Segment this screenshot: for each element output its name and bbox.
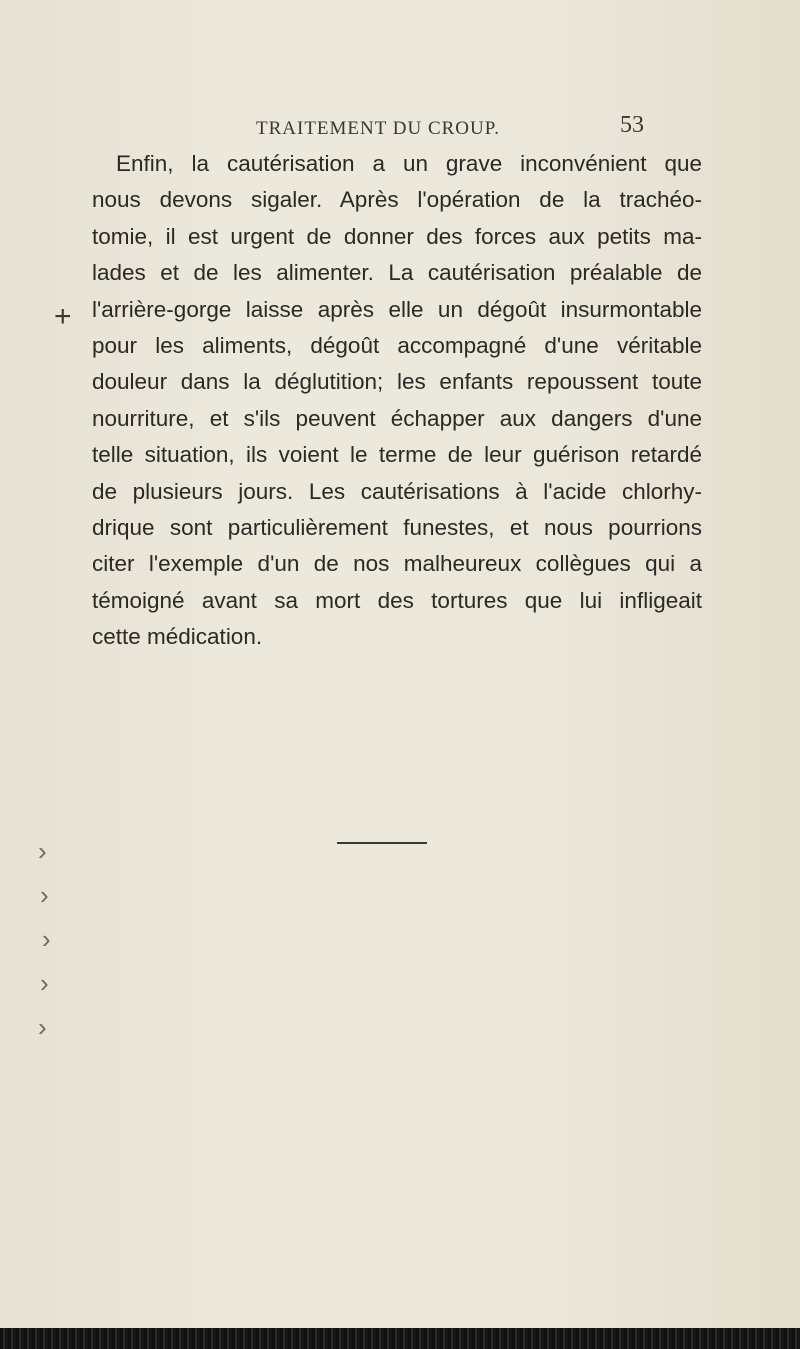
text-line: drique sont particulièrement funestes, et nous pourrions <box>92 515 702 541</box>
pencil-mark: › <box>42 924 51 954</box>
paragraph <box>92 146 702 656</box>
margin-cross-mark: + <box>54 300 72 333</box>
text-line: Enfin, la cautérisation a un grave inconvénient que <box>116 151 702 176</box>
text-line: l'arrière-gorge laisse après elle un dégoût insurmontable <box>92 296 702 322</box>
pencil-mark: › <box>38 836 47 866</box>
text-line: pour les aliments, dégoût accompagné d'une véritable <box>92 333 702 359</box>
text-line: telle situation, ils voient le terme de leur guérison retardé <box>92 442 702 468</box>
section-rule <box>337 842 427 844</box>
text-line: de plusieurs jours. Les cautérisations à l'acide chlorhy- <box>92 478 702 504</box>
text-line: douleur dans la déglutition; les enfants repoussent toute <box>92 369 702 395</box>
page-number: 53 <box>620 112 644 138</box>
running-header: TRAITEMENT DU CROUP. <box>256 118 500 139</box>
text-line: nous devons sigaler. Après l'opération de la trachéo- <box>92 187 702 213</box>
text-line: nourriture, et s'ils peuvent échapper aux dangers d'une <box>92 405 702 431</box>
text-line: lades et de les alimenter. La cautérisation préalable de <box>92 260 702 286</box>
pencil-mark: › <box>40 968 49 998</box>
text-line: citer l'exemple d'un de nos malheureux collègues qui a <box>92 551 702 577</box>
text-line: témoigné avant sa mort des tortures que lui infligeait <box>92 587 702 613</box>
pencil-mark: › <box>40 880 49 910</box>
scan-edge-band <box>0 1328 800 1349</box>
text-line: cette médication. <box>92 624 263 650</box>
text-line: tomie, il est urgent de donner des forces aux petits ma- <box>92 223 702 249</box>
pencil-mark: › <box>38 1012 47 1042</box>
